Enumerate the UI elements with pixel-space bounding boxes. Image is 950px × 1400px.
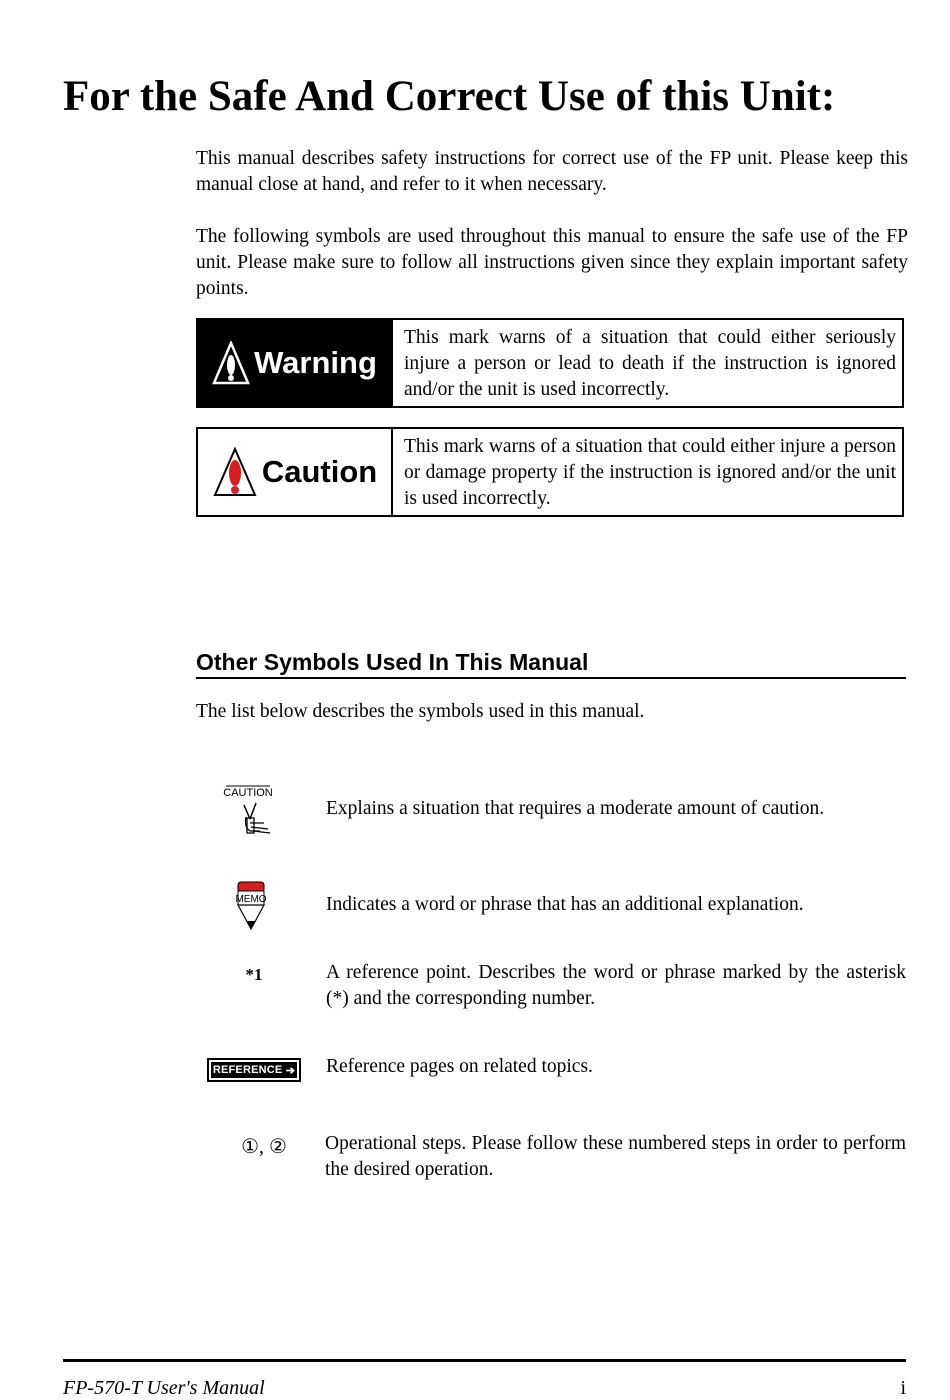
steps-symbol-description: Operational steps. Please follow these numbered steps in order to perform the desired operation. — [325, 1133, 906, 1180]
asterisk-reference-marker: *1 — [245, 965, 263, 984]
caution-label-cell — [198, 429, 393, 515]
memo-pencil-icon — [228, 878, 274, 934]
caution-text: This mark warns of a situation that could either injure a person or damage property if the instruction is ignored and/or the unit is used incorrectly. — [404, 436, 896, 509]
caution-box — [196, 427, 904, 517]
warning-label-cell — [198, 320, 393, 406]
caution-icon-label: CAUTION — [223, 787, 273, 799]
asterisk-symbol-description: A reference point. Describes the word or phrase marked by the asterisk (*) and the corresponding number. — [326, 962, 906, 1009]
intro-paragraph-1: This manual describes safety instructions for correct use of the FP unit. Please keep this manual close at hand, and refer to it when necessary. — [196, 148, 908, 195]
caution-hand-icon — [218, 782, 278, 838]
footer-rule — [63, 1359, 906, 1362]
caution-label: Caution — [261, 454, 378, 489]
warning-triangle-icon — [212, 341, 250, 385]
reference-icon-label: REFERENCE — [212, 1064, 283, 1076]
memo-symbol-description: Indicates a word or phrase that has an additional explanation. — [326, 894, 804, 915]
caution-symbol-description: Explains a situation that requires a moderate amount of caution. — [326, 798, 825, 819]
reference-icon — [207, 1058, 301, 1082]
memo-icon-label: MEMO — [235, 894, 267, 905]
caution-triangle-icon — [212, 446, 258, 498]
warning-text: This mark warns of a situation that could either seriously injure a person or lead to death if the instruction is ignored and/or the unit is used incorrectly. — [404, 327, 896, 400]
other-symbols-heading: Other Symbols Used In This Manual — [196, 648, 906, 679]
page-title: For the Safe And Correct Use of this Unit: — [63, 73, 836, 120]
other-symbols-intro: The list below describes the symbols used in this manual. — [196, 701, 645, 722]
warning-label: Warning — [254, 345, 377, 380]
footer-manual-title: FP-570-T User's Manual — [63, 1377, 265, 1399]
reference-symbol-description: Reference pages on related topics. — [326, 1056, 593, 1077]
arrow-right-icon: ➔ — [285, 1064, 296, 1077]
numbered-steps-marker: ①, ② — [241, 1135, 287, 1158]
page-number: i — [900, 1377, 906, 1399]
warning-box — [196, 318, 904, 408]
intro-paragraph-2: The following symbols are used throughout this manual to ensure the safe use of the FP unit. Please make sure to follow all instructions given since they explain important safety points. — [196, 226, 908, 299]
